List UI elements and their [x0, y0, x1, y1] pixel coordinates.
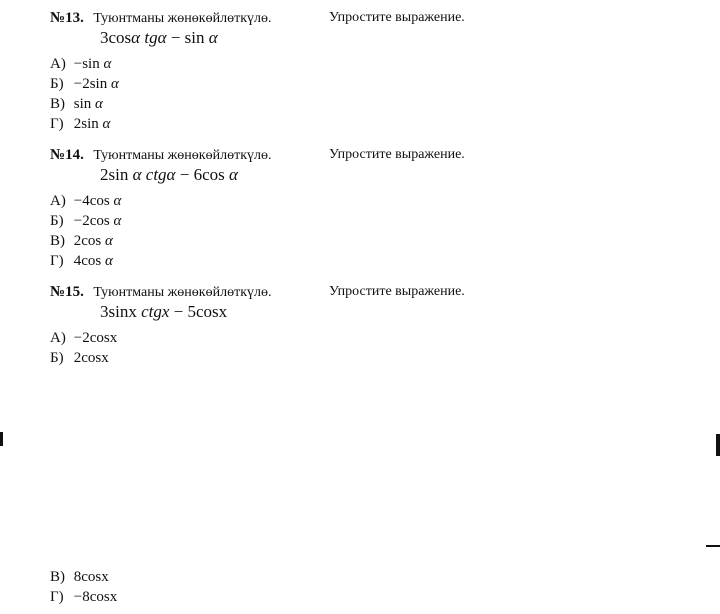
option-b[interactable]: Б) 2cosx — [50, 350, 109, 366]
problem-13 — [50, 8, 690, 134]
problem-number: №15. — [50, 284, 84, 300]
option-a[interactable]: А) −2cosx — [50, 330, 118, 346]
math-expression: 3cosα tgα − sin α — [100, 28, 218, 47]
instruction-kyrgyz: Туюнтманы жөнөкөйлөткүлө. — [93, 285, 272, 300]
problem-15 — [50, 282, 690, 368]
option-a[interactable]: А) −sin α — [50, 56, 112, 72]
option-g[interactable]: Г) 4cos α — [50, 253, 113, 269]
math-expression: 3sinx ctgx − 5cosx — [100, 302, 228, 321]
instruction-kyrgyz: Туюнтманы жөнөкөйлөткүлө. — [93, 148, 272, 163]
problem-number: №13. — [50, 10, 84, 26]
math-expression: 2sin α ctgα − 6cos α — [100, 165, 238, 184]
problem-header — [50, 282, 690, 302]
instruction-russian: Упростите выражение. — [329, 10, 465, 25]
option-a[interactable]: А) −4cos α — [50, 193, 122, 209]
right-edge-mark — [716, 434, 720, 456]
option-b[interactable]: Б) −2sin α — [50, 76, 119, 92]
problem-header — [50, 8, 690, 28]
option-v[interactable]: В) 8cosx — [50, 569, 109, 585]
instruction-russian: Упростите выражение. — [329, 284, 465, 299]
problem-14 — [50, 145, 690, 271]
problem-number: №14. — [50, 147, 84, 163]
option-v[interactable]: В) 2cos α — [50, 233, 113, 249]
instruction-russian: Упростите выражение. — [329, 147, 465, 162]
problem-15-continued — [50, 567, 690, 607]
option-b[interactable]: Б) −2cos α — [50, 213, 122, 229]
right-edge-dash — [706, 545, 720, 547]
left-edge-mark — [0, 432, 3, 446]
option-g[interactable]: Г) 2sin α — [50, 116, 111, 132]
option-v[interactable]: В) sin α — [50, 96, 103, 112]
option-g[interactable]: Г) −8cosx — [50, 589, 118, 605]
problem-header — [50, 145, 690, 165]
instruction-kyrgyz: Туюнтманы жөнөкөйлөткүлө. — [93, 11, 272, 26]
